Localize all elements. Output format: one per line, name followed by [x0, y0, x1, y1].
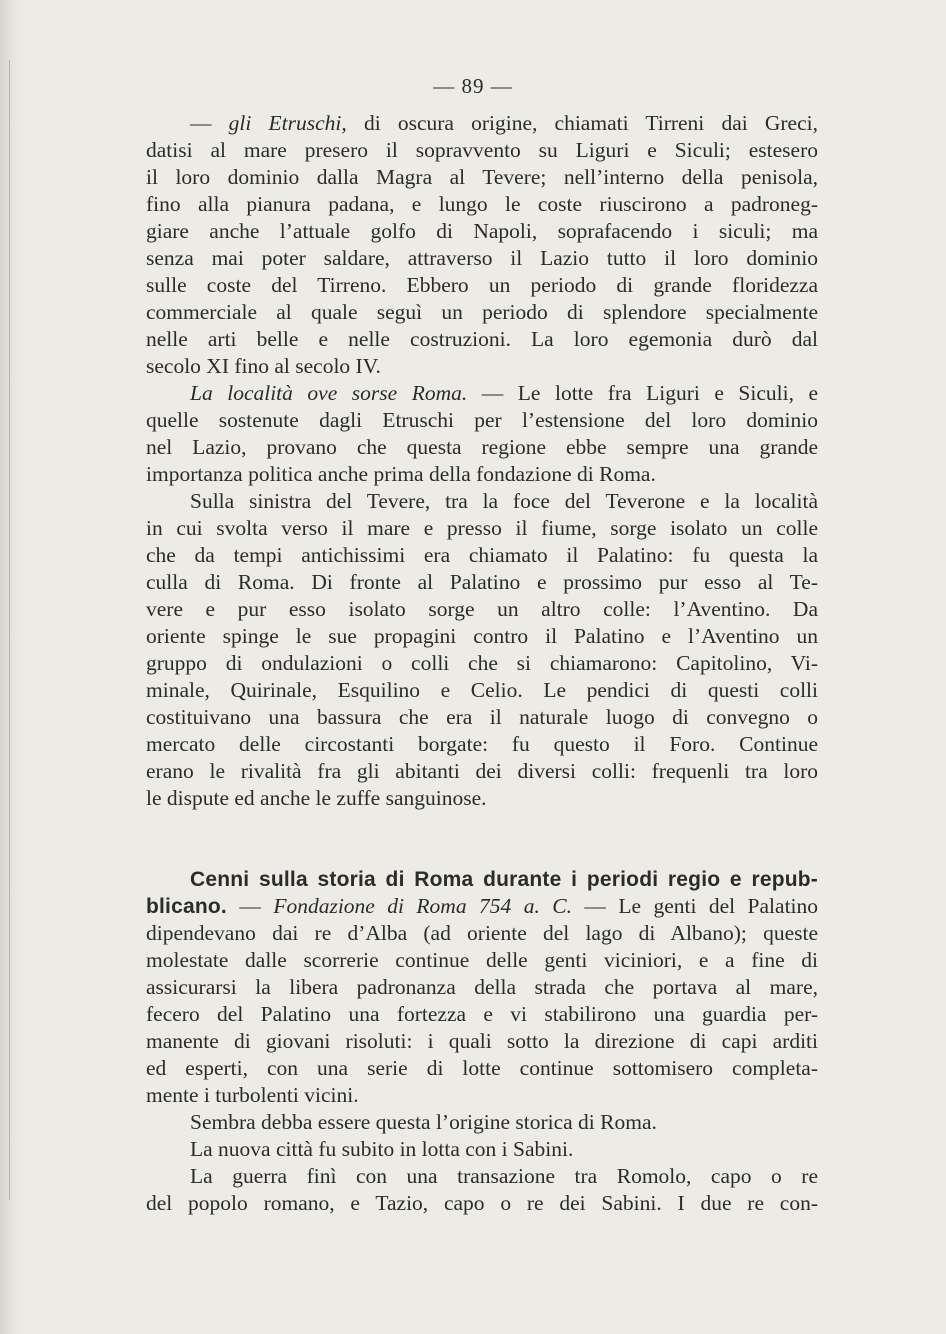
text-line: quelle sostenute dagli Etruschi per l’estensione del loro dominio: [146, 408, 818, 432]
text-line: fecero del Palatino una fortezza e vi stabilirono una guardia per-: [146, 1002, 818, 1026]
italic-lead: La località ove sorse Roma.: [190, 381, 468, 405]
text-span: di oscura origine, chiamati Tirreni dai Greci,: [363, 111, 818, 135]
text-line: fino alla pianura padana, e lungo le coste riuscirono a padroneg-: [146, 192, 818, 216]
text-line: del popolo romano, e Tazio, capo o re dei Sabini. I due re con-: [146, 1191, 818, 1215]
text-line: culla di Roma. Di fronte al Palatino e prossimo pur esso al Te-: [146, 570, 818, 594]
text-line: [146, 893, 818, 920]
text-line: La guerra finì con una transazione tra Romolo, capo o re: [190, 1164, 818, 1188]
text-line: dipendevano dai re d’Alba (ad oriente del lago di Albano); queste: [146, 921, 818, 945]
text-line: datisi al mare presero il sopravvento su Liguri e Siculi; estesero: [146, 138, 818, 162]
section-heading: [146, 866, 818, 893]
text-line: assicurarsi la libera padronanza della strada che portava al mare,: [146, 975, 818, 999]
text-line: — gli Etruschi, di oscura origine, chiamati Tirreni dai Greci,: [190, 111, 818, 135]
text-line: nel Lazio, provano che questa regione ebbe sempre una grande: [146, 435, 818, 459]
text-span: — Le genti del Palatino: [584, 894, 819, 918]
text-span: —: [239, 894, 261, 918]
page-edge-shadow: [0, 0, 22, 1334]
text-line: [146, 380, 818, 407]
heading-text: Cenni sulla storia di Roma durante i periodi regio e repub-: [190, 868, 818, 891]
text-line: La nuova città fu subito in lotta con i Sabini.: [190, 1137, 574, 1161]
text-line: il loro dominio dalla Magra al Tevere; nell’interno della penisola,: [146, 165, 818, 189]
text-line: erano le rivalità fra gli abitanti dei diversi colli: frequenli tra loro: [146, 759, 818, 783]
binding-edge-line: [9, 60, 10, 1200]
italic-subheading: Fondazione di Roma 754 a. C.: [273, 894, 572, 918]
text-line: secolo XI fino al secolo IV.: [146, 354, 381, 378]
text-line: in cui svolta verso il mare e presso il fiume, sorge isolato un colle: [146, 516, 818, 540]
text-line: minale, Quirinale, Esquilino e Celio. Le pendici di questi colli: [146, 678, 818, 702]
body-text: [146, 110, 818, 1217]
text-line: commerciale al quale seguì un periodo di splendore specialmente: [146, 300, 818, 324]
heading-text: blicano.: [146, 895, 227, 918]
text-line: nelle arti belle e nelle costruzioni. La loro egemonia durò dal: [146, 327, 818, 351]
section-gap: [146, 812, 818, 866]
text-line: oriente spinge le sue propagini contro il Palatino e l’Aventino un: [146, 624, 818, 648]
text-line: costituivano una bassura che era il naturale luogo di convegno o: [146, 705, 818, 729]
text-line: senza mai poter saldare, attraverso il Lazio tutto il loro dominio: [146, 246, 818, 270]
text-line: gruppo di ondulazioni o colli che si chiamarono: Capitolino, Vi-: [146, 651, 818, 675]
text-line: vere e pur esso isolato sorge un altro colle: l’Aventino. Da: [146, 597, 818, 621]
page-number: — 89 —: [433, 74, 513, 98]
text-line: giare anche l’attuale golfo di Napoli, soprafacendo i siculi; ma: [146, 219, 818, 243]
text-line: Sulla sinistra del Tevere, tra la foce del Teverone e la località: [190, 489, 818, 513]
text-line: mercato delle circostanti borgate: fu questo il Foro. Continue: [146, 732, 818, 756]
text-line: sulle coste del Tirreno. Ebbero un periodo di grande floridezza: [146, 273, 818, 297]
text-line: manente di giovani risoluti: i quali sotto la direzione di capi arditi: [146, 1029, 818, 1053]
text-line: Sembra debba essere questa l’origine storica di Roma.: [190, 1110, 657, 1134]
text-line: che da tempi antichissimi era chiamato il Palatino: fu questa la: [146, 543, 818, 567]
text-line: molestate dalle scorrerie continue delle genti viciniori, e a fine di: [146, 948, 818, 972]
text-line: le dispute ed anche le zuffe sanguinose.: [146, 786, 487, 810]
text-line: importanza politica anche prima della fondazione di Roma.: [146, 462, 656, 486]
text-line: mente i turbolenti vicini.: [146, 1083, 359, 1107]
text-line: ed esperti, con una serie di lotte continue sottomisero completa-: [146, 1056, 818, 1080]
text-span: — Le lotte fra Liguri e Siculi, e: [481, 381, 819, 405]
italic-lead: gli Etruschi,: [228, 111, 347, 135]
